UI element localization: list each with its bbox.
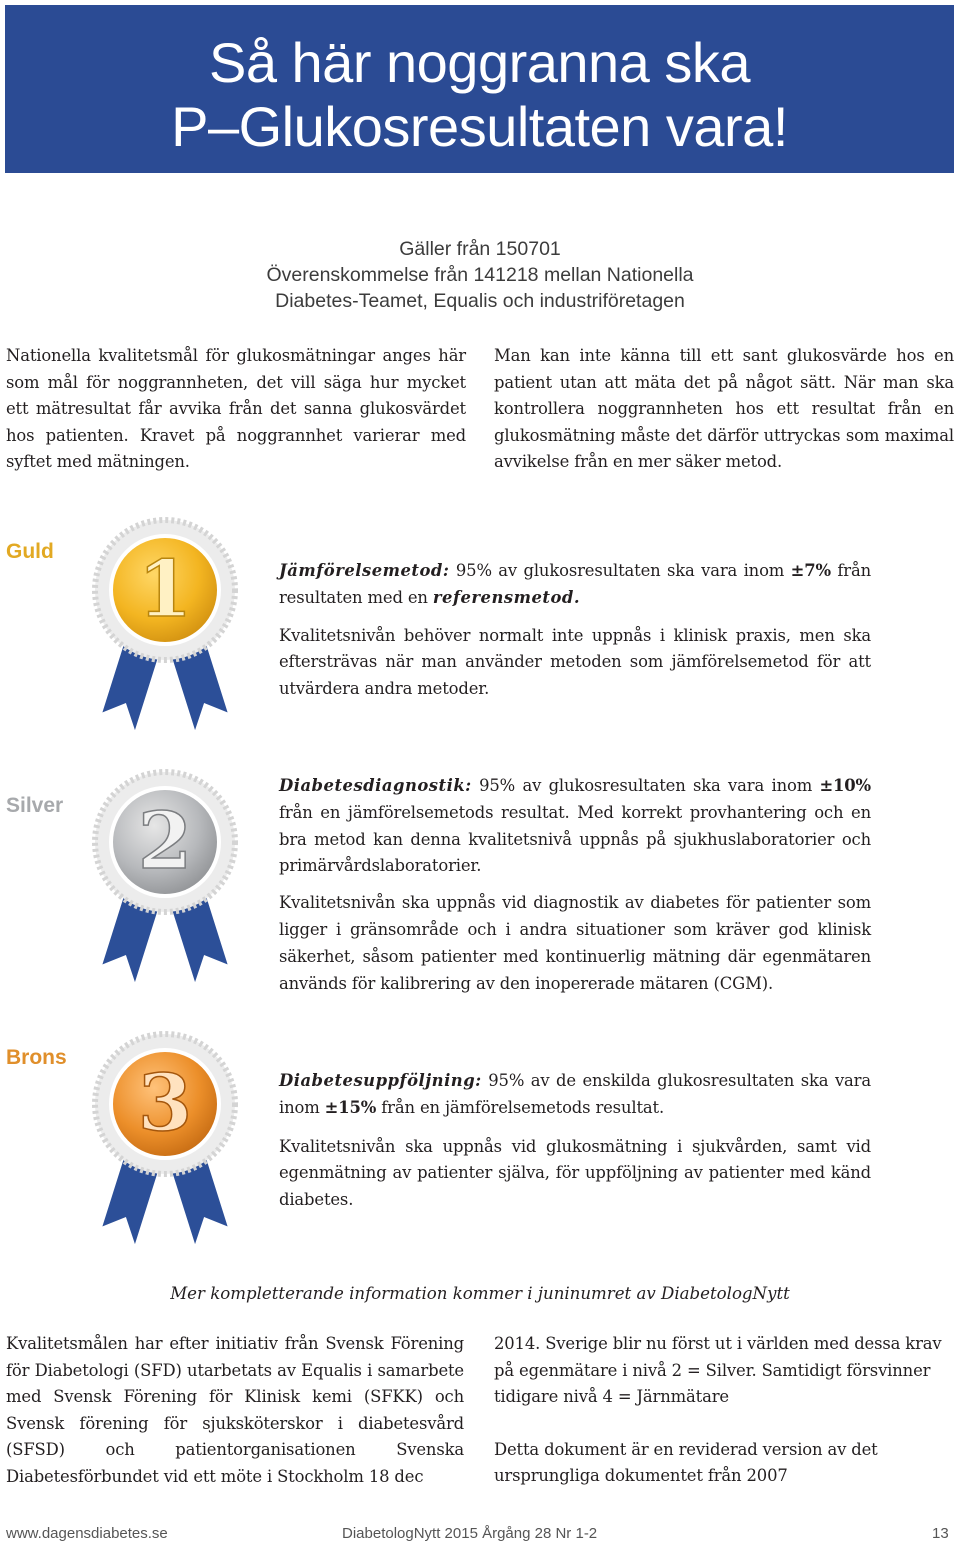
bronze-text-a: 95% av de enskilda glukosresultaten ska vara inom (279, 1071, 871, 1117)
bronze-description (279, 1068, 871, 1214)
more-info-note: Mer kompletterande information kommer i juninumret av DiabetologNytt (170, 1284, 790, 1303)
bronze-medal-number: 3 (137, 1058, 193, 1149)
bronze-term: Diabetesuppföljning: (279, 1071, 482, 1090)
intro-left-column (6, 343, 466, 476)
bronze-text-b: från en jämförelsemetods resultat. (376, 1097, 664, 1117)
gold-term: Jämförelsemetod: (279, 561, 450, 580)
intro-right-column (494, 343, 954, 476)
bronze-medal-icon (80, 1024, 260, 1264)
silver-paragraph2: Kvalitetsnivån ska uppnås vid diagnostik av diabetes för patienter som ligger i gränsområde och i andra situationer som kräver god klinisk säkerhet, såsom patienter med kontinuerlig mätning där egenmätaren används för kalibrering av den inopererade mätaren (CGM). (279, 893, 871, 993)
subtitle-date: Gäller från 150701 (399, 238, 561, 260)
level-label-gold: Guld (6, 540, 54, 563)
title-banner (5, 5, 954, 173)
gold-text-a: 95% av glukosresultaten ska vara inom (449, 561, 791, 580)
gold-percent: ±7% (790, 561, 831, 580)
silver-text-b: från en jämförelsemetods resultat. Med korrekt provhantering och en bra metod kan denna kvalitetsnivå uppnås på sjukhuslaboratorier och primärvårdslaboratorier. (279, 802, 871, 876)
silver-text-a: 95% av glukosresultaten ska vara inom (471, 776, 820, 795)
bottom-right-text-2: Detta dokument är en reviderad version av det ursprungliga dokumentet från 2007 (494, 1439, 878, 1486)
bottom-left-column (6, 1331, 464, 1491)
intro-right-text: Man kan inte känna till ett sant glukosvärde hos en patient utan att mäta det på något sätt. När man ska kontrollera noggrannheten hos ett resultat från en glukosmätning måste det därför uttryckas som maximal avvikelse från en mer säker metod. (494, 346, 954, 472)
bottom-right-text-1: 2014. Sverige blir nu först ut i världen med dessa krav på egenmätare i nivå 2 = Silver. Samtidigt försvinner tidigare nivå 4 = Järnmätare (494, 1334, 942, 1407)
bottom-right-column (494, 1331, 954, 1490)
bronze-paragraph2: Kvalitetsnivån ska uppnås vid glukosmätning i sjukvården, samt vid egenmätning av patienter själva, för uppföljning av patienter med känd diabetes. (279, 1136, 871, 1210)
silver-description (279, 773, 871, 997)
gold-medal-icon (80, 510, 260, 750)
footer-page-number: 13 (932, 1525, 949, 1542)
footer-publication: DiabetologNytt 2015 Årgång 28 Nr 1-2 (342, 1525, 598, 1542)
gold-paragraph2: Kvalitetsnivån behöver normalt inte uppnås i klinisk praxis, men ska eftersträvas när man använder metoden som jämförelsemetod för att utvärdera andra metoder. (279, 625, 871, 699)
gold-text-b: från resultaten med en (279, 561, 871, 607)
bronze-percent: ±15% (324, 1097, 377, 1117)
gold-medal-number: 1 (137, 544, 193, 635)
bottom-left-text: Kvalitetsmålen har efter initiativ från Svensk Förening för Diabetologi (SFD) utarbetats av Equalis i samarbete med Svensk Förening för Klinisk kemi (SFKK) och Svensk förening för sjuksköterskor i diabetesvård (SFSD) och patientorganisationen Svenska Diabetesförbundet vid ett möte i Stockholm 18 dec (6, 1334, 464, 1486)
footer-website-link[interactable]: www.dagensdiabetes.se (6, 1525, 168, 1542)
silver-percent: ±10% (819, 776, 871, 795)
subtitle-agreement: Överenskommelse från 141218 mellan Nationella (266, 264, 694, 286)
silver-medal-number: 2 (137, 796, 193, 887)
level-label-silver: Silver (6, 794, 64, 817)
subtitle-parties: Diabetes-Teamet, Equalis och industriföretagen (275, 290, 685, 312)
gold-term-reference: referensmetod. (432, 587, 581, 607)
silver-term: Diabetesdiagnostik: (279, 776, 472, 795)
silver-medal-icon (80, 762, 260, 1002)
level-label-bronze: Brons (6, 1046, 67, 1069)
page-title-line1: Så här noggranna ska (208, 31, 751, 94)
intro-left-text: Nationella kvalitetsmål för glukosmätningar anges här som mål för noggrannheten, det vill säga hur mycket ett mätresultat får avvika från det sanna glukosvärdet hos patienten. Kravet på noggrannhet varierar med syftet med mätningen. (6, 346, 466, 472)
gold-description (279, 558, 871, 703)
page-title-line2: P–Glukosresultaten vara! (171, 95, 788, 158)
